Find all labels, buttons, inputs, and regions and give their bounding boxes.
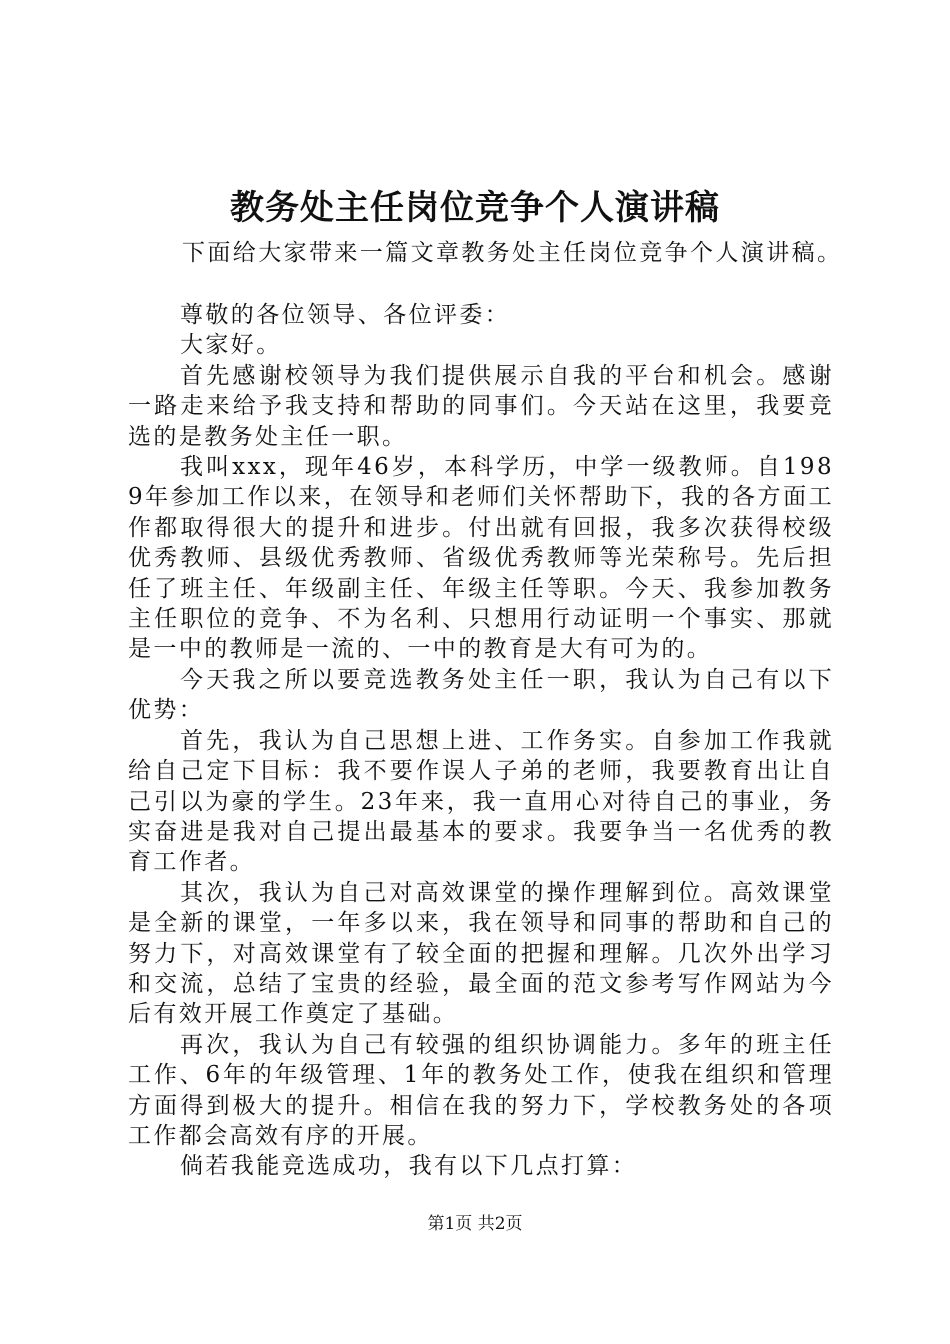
paragraph-self-introduction: 我叫xxx，现年46岁，本科学历，中学一级教师。自1989年参加工作以来，在领导和老师们关怀帮助下，我的各方面工作都取得很大的提升和进步。付出就有回报，我多次获得校级优秀教师、县级优秀教师、省级优秀教师等光荣称号。先后担任了班主任、年级副主任、年级主任等职。今天、我参加教务主任职位的竞争、不为名利、只想用行动证明一个事实、那就是一中的教师是一流的、一中的教育是大有可为的。 [128, 454, 834, 663]
paragraph-thanks: 首先感谢校领导为我们提供展示自我的平台和机会。感谢一路走来给予我支持和帮助的同事们。今天站在这里，我要竞选的是教务处主任一职。 [128, 362, 834, 450]
paragraph-second-advantage: 其次，我认为自己对高效课堂的操作理解到位。高效课堂是全新的课堂，一年多以来，我在领导和同事的帮助和自己的努力下，对高效课堂有了较全面的把握和理解。几次外出学习和交流，总结了宝贵的经验，最全面的范文参考写作网站为今后有效开展工作奠定了基础。 [128, 879, 834, 1028]
paragraph-first-advantage: 首先，我认为自己思想上进、工作务实。自参加工作我就给自己定下目标：我不要作误人子弟的老师，我要教育出让自己引以为豪的学生。23年来，我一直用心对待自己的事业，务实奋进是我对自己提出最基本的要求。我要争当一名优秀的教育工作者。 [128, 727, 834, 876]
paragraph-advantages-intro: 今天我之所以要竞选教务处主任一职，我认为自己有以下优势： [128, 666, 834, 724]
paragraph-third-advantage: 再次，我认为自己有较强的组织协调能力。多年的班主任工作、6年的年级管理、1年的教务处工作，使我在组织和管理方面得到极大的提升。相信在我的努力下，学校教务处的各项工作都会高效有序的开展。 [128, 1031, 834, 1149]
paragraph-plans-intro: 倘若我能竞选成功，我有以下几点打算： [180, 1153, 638, 1180]
document-title: 教务处主任岗位竞争个人演讲稿 [230, 188, 720, 228]
greeting: 大家好。 [180, 332, 282, 359]
document-body [128, 300, 834, 1182]
intro-line: 下面给大家带来一篇文章教务处主任岗位竞争个人演讲稿。 [182, 240, 843, 266]
salutation: 尊敬的各位领导、各位评委： [180, 302, 511, 328]
page-number-footer: 第1页 共2页 [427, 1214, 523, 1234]
